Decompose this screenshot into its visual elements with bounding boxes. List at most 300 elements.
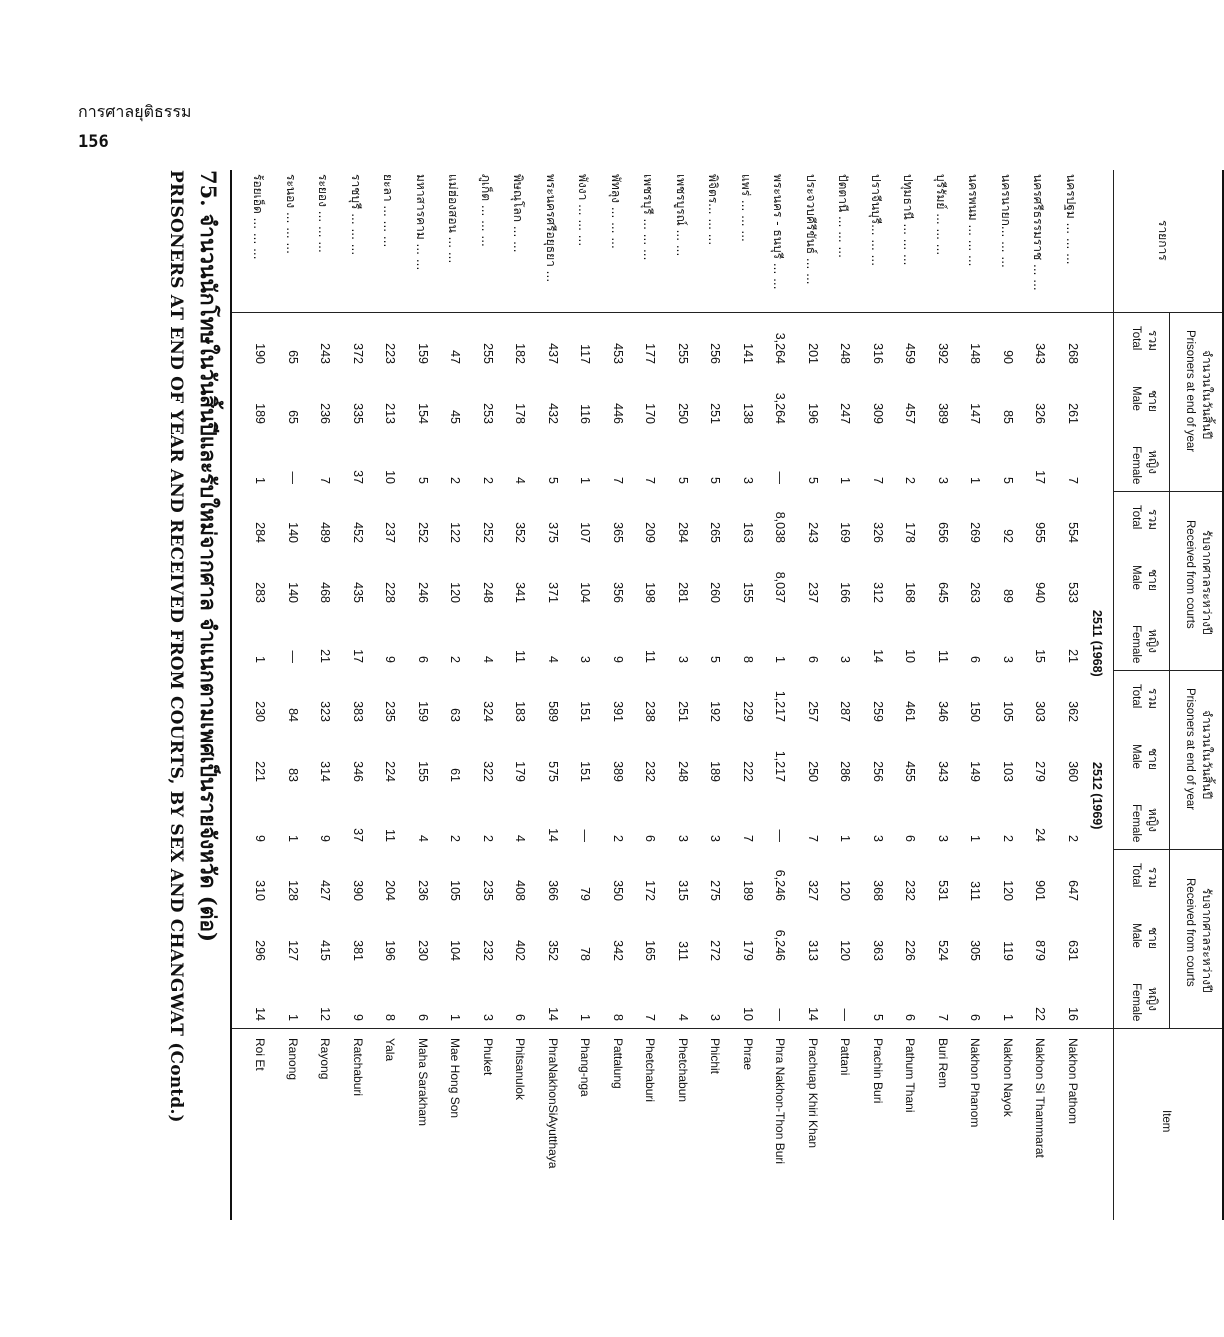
table-cell: 155 xyxy=(416,761,430,782)
row-label-english: PhraNakhonSiAyutthaya xyxy=(546,1038,560,1169)
table-cell: 7 xyxy=(806,835,820,842)
table-cell: 261 xyxy=(1066,403,1080,424)
row-label-english: Mae Hong Son xyxy=(448,1038,463,1119)
table-cell: 170 xyxy=(643,403,658,424)
table-title-thai: 75. จำนวนนักโทษในวันสิ้นปีและรับใหม่จากศาล จำแนกตามเพศเป็นรายจังหวัด (ต่อ) xyxy=(196,170,221,942)
table-cell: 37 xyxy=(351,828,365,842)
table-cell: 324 xyxy=(481,701,495,722)
table-cell: 392 xyxy=(936,343,950,364)
table-cell: 179 xyxy=(741,940,755,961)
table-cell: 165 xyxy=(643,940,658,961)
column-header-female-thai: หญิง xyxy=(1146,629,1160,653)
row-label-english: Phetchabun xyxy=(676,1038,690,1103)
table-cell: 335 xyxy=(351,403,365,424)
table-cell: 346 xyxy=(936,701,950,722)
table-cell: 248 xyxy=(838,343,853,364)
table-cell: 3 xyxy=(936,477,950,484)
table-title-english: PRISONERS AT END OF YEAR AND RECEIVED FROM COURTS, BY SEX AND CHANGWAT (Contd.) xyxy=(166,170,186,1123)
table-row xyxy=(572,170,593,1220)
row-label-thai: เพชรบุรี ... ... ... xyxy=(641,174,656,261)
table-cell: 901 xyxy=(1033,880,1048,901)
table-cell: 189 xyxy=(708,761,723,782)
table-cell: 209 xyxy=(643,522,658,543)
table-cell: 1 xyxy=(773,656,788,663)
table-cell: 230 xyxy=(416,940,430,961)
row-label-thai: ปราจีนบุรี... ... ... xyxy=(869,174,883,267)
table-row xyxy=(247,170,268,1220)
table-cell: 253 xyxy=(481,403,495,424)
table-cell: 148 xyxy=(968,343,983,364)
table-cell: 6 xyxy=(968,1014,983,1021)
table-cell: 103 xyxy=(1001,761,1015,782)
table-cell: 248 xyxy=(676,761,690,782)
table-row xyxy=(962,170,983,1220)
row-label-thai: ระนอง ... ... ... xyxy=(284,174,298,254)
table-cell: 243 xyxy=(806,522,820,543)
row-label-thai: ปทุมธานี ... ... ... xyxy=(901,174,916,266)
table-cell: 250 xyxy=(806,761,820,782)
table-cell: 120 xyxy=(838,880,853,901)
table-cell: 589 xyxy=(546,701,560,722)
group-header-received-thai: รับจากศาลระหว่างปี xyxy=(1200,530,1214,635)
table-cell: 104 xyxy=(578,582,593,603)
table-cell: 221 xyxy=(253,761,268,782)
table-cell: 2 xyxy=(903,477,918,484)
table-cell: 251 xyxy=(708,403,723,424)
table-cell: 10 xyxy=(383,470,398,484)
table-cell: 251 xyxy=(676,701,690,722)
table-cell: 955 xyxy=(1033,522,1048,543)
row-label-thai: ปัตตานี ... ... ... xyxy=(836,174,851,258)
table-cell: 189 xyxy=(253,403,268,424)
table-cell: 223 xyxy=(383,343,398,364)
table-row xyxy=(1027,170,1048,1220)
table-cell: 283 xyxy=(253,582,268,603)
table-cell: 127 xyxy=(286,940,300,961)
table-cell: 2 xyxy=(481,835,495,842)
table-cell: 11 xyxy=(643,650,658,663)
table-cell: 232 xyxy=(643,761,658,782)
table-cell: 252 xyxy=(481,522,495,543)
table-cell: 1 xyxy=(838,477,853,484)
table-cell: 104 xyxy=(448,940,463,961)
table-cell: 322 xyxy=(481,761,495,782)
table-cell: 342 xyxy=(611,940,625,961)
table-cell: — xyxy=(286,650,300,663)
row-label-thai: พิจิตร... ... ... xyxy=(706,174,721,246)
rotated-table-page xyxy=(144,170,1224,1220)
table-cell: 311 xyxy=(968,881,983,901)
table-cell: 252 xyxy=(416,522,430,543)
table-cell: 201 xyxy=(806,343,820,364)
table-cell: 265 xyxy=(708,522,723,543)
table-cell: 6 xyxy=(806,656,820,663)
group-rule xyxy=(1114,491,1222,492)
item-header-english: Item xyxy=(1160,1110,1172,1133)
table-cell: 166 xyxy=(838,582,853,603)
table-cell: 287 xyxy=(838,701,853,722)
table-cell: 1 xyxy=(968,477,983,484)
table-cell: 16 xyxy=(1066,1007,1080,1021)
table-cell: 309 xyxy=(871,403,885,424)
row-label-english: Ranong xyxy=(286,1038,300,1081)
table-cell: 645 xyxy=(936,582,950,603)
table-cell: 391 xyxy=(611,701,625,722)
table-cell: 236 xyxy=(416,880,430,901)
table-cell: 119 xyxy=(1001,941,1015,961)
table-cell: 17 xyxy=(1033,470,1048,484)
table-cell: 169 xyxy=(838,522,853,543)
table-cell: 177 xyxy=(643,343,658,364)
group-header-received-english: Received from courts xyxy=(1184,878,1196,987)
table-cell: 279 xyxy=(1033,761,1048,782)
table-cell: 78 xyxy=(578,947,593,961)
table-cell: 6 xyxy=(903,1014,918,1021)
table-cell: 1 xyxy=(1001,1014,1015,1021)
subheader-rule xyxy=(1169,312,1170,1028)
row-label-english: Pattani xyxy=(838,1038,853,1076)
table-row xyxy=(702,170,723,1220)
row-label-english: Phichit xyxy=(708,1038,723,1075)
table-cell: 284 xyxy=(253,522,268,543)
table-cell: 122 xyxy=(448,522,463,543)
table-cell: 6 xyxy=(643,835,658,842)
table-cell: 255 xyxy=(481,343,495,364)
table-cell: 272 xyxy=(708,940,723,961)
table-cell: 14 xyxy=(253,1007,268,1021)
row-label-thai: พระนครศรีอยุธยา ... xyxy=(544,174,558,283)
group-header-received-english: Received from courts xyxy=(1184,520,1196,629)
row-label-english: Nakhon Nayok xyxy=(1001,1038,1015,1117)
table-cell: 468 xyxy=(318,582,333,603)
table-cell: 371 xyxy=(546,582,560,603)
table-cell: 4 xyxy=(546,656,560,663)
column-header-total-thai: รวม xyxy=(1146,509,1160,531)
page-number: 156 xyxy=(78,132,109,152)
table-cell: 402 xyxy=(513,940,528,961)
row-label-english: Phra Nakhon-Thon Buri xyxy=(773,1038,788,1165)
table-cell: 352 xyxy=(546,940,560,961)
column-header-total-thai: รวม xyxy=(1146,688,1160,710)
table-cell: 343 xyxy=(936,761,950,782)
table-cell: 269 xyxy=(968,522,983,543)
table-cell: 149 xyxy=(968,761,983,782)
table-cell: 83 xyxy=(286,768,300,782)
table-cell: 163 xyxy=(741,522,755,543)
table-cell: 21 xyxy=(318,649,333,663)
table-row xyxy=(442,170,463,1220)
table-cell: 366 xyxy=(546,880,560,901)
table-cell: 6 xyxy=(416,1014,430,1021)
table-cell: 138 xyxy=(741,403,755,424)
table-cell: 257 xyxy=(806,701,820,722)
table-cell: 2 xyxy=(448,656,463,663)
table-cell: 4 xyxy=(676,1014,690,1021)
table-cell: 323 xyxy=(318,701,333,722)
table-cell: 3 xyxy=(1001,656,1015,663)
table-cell: 213 xyxy=(383,403,398,424)
table-cell: 383 xyxy=(351,701,365,722)
table-cell: 37 xyxy=(351,470,365,484)
table-cell: 232 xyxy=(481,940,495,961)
table-cell: 10 xyxy=(903,649,918,663)
table-cell: 8,038 xyxy=(773,511,788,543)
table-cell: 360 xyxy=(1066,761,1080,782)
table-cell: 8 xyxy=(383,1014,398,1021)
table-cell: 120 xyxy=(838,940,853,961)
table-cell: 238 xyxy=(643,701,658,722)
row-label-english: Phrae xyxy=(741,1038,755,1071)
row-label-thai: พัทลุง ... ... ... xyxy=(609,174,623,249)
group-header-prisoners-thai: จำนวนในวันสิ้นปี xyxy=(1200,350,1214,440)
table-cell: 232 xyxy=(903,880,918,901)
row-label-english: Phuket xyxy=(481,1038,495,1076)
table-row xyxy=(734,170,755,1220)
table-cell: 9 xyxy=(318,835,333,842)
table-cell: 284 xyxy=(676,522,690,543)
row-label-thai: นครศรีธรรมราช ... ... xyxy=(1031,174,1046,291)
table-row xyxy=(539,170,560,1220)
table-cell: 12 xyxy=(318,1007,333,1021)
table-cell: 268 xyxy=(1066,343,1080,364)
table-cell: 189 xyxy=(741,880,755,901)
table-cell: 365 xyxy=(611,522,625,543)
table-cell: 15 xyxy=(1033,649,1048,663)
column-header-total-english: Total xyxy=(1130,863,1142,888)
table-cell: 316 xyxy=(871,343,885,364)
row-label-english: Roi Et xyxy=(253,1038,268,1071)
table-cell: 120 xyxy=(448,582,463,603)
table-cell: 8 xyxy=(741,656,755,663)
row-label-english: Maha Sarakham xyxy=(416,1038,430,1127)
table-cell: 228 xyxy=(383,582,398,603)
table-cell: 248 xyxy=(481,582,495,603)
table-cell: 1 xyxy=(253,656,268,663)
table-cell: 150 xyxy=(968,701,983,722)
table-cell: 457 xyxy=(903,403,918,424)
row-label-thai: ราชบุรี ... ... ... xyxy=(349,174,363,256)
table-row xyxy=(929,170,950,1220)
table-cell: 256 xyxy=(871,761,885,782)
table-cell: 3,264 xyxy=(773,392,788,424)
table-cell: 7 xyxy=(611,477,625,484)
table-cell: 22 xyxy=(1033,1007,1048,1021)
table-cell: 250 xyxy=(676,403,690,424)
table-cell: 452 xyxy=(351,522,365,543)
table-cell: 1 xyxy=(578,477,593,484)
table-cell: 65 xyxy=(286,350,300,364)
table-cell: 311 xyxy=(676,941,690,961)
table-cell: 147 xyxy=(968,403,983,424)
table-cell: 415 xyxy=(318,940,333,961)
table-cell: 1 xyxy=(286,835,300,842)
table-cell: 343 xyxy=(1033,343,1048,364)
table-cell: 151 xyxy=(578,701,593,722)
table-cell: 315 xyxy=(676,880,690,901)
table-cell: 141 xyxy=(741,343,755,364)
row-label-thai: ประจวบคีรีขันธ์ ... ... xyxy=(804,174,818,285)
row-label-english: Phang-nga xyxy=(578,1038,593,1097)
table-cell: 6,246 xyxy=(773,929,788,961)
column-header-female-thai: หญิง xyxy=(1146,450,1160,474)
row-label-thai: นครนายก... ... ... xyxy=(999,174,1013,268)
column-header-female-english: Female xyxy=(1130,804,1142,843)
table-cell: 224 xyxy=(383,761,398,782)
table-row xyxy=(799,170,820,1220)
table-cell: 237 xyxy=(383,522,398,543)
column-header-female-thai: หญิง xyxy=(1146,808,1160,832)
table-cell: 178 xyxy=(903,522,918,543)
table-cell: 140 xyxy=(286,582,300,603)
table-cell: 362 xyxy=(1066,701,1080,722)
table-cell: 90 xyxy=(1001,350,1015,364)
table-cell: 389 xyxy=(611,761,625,782)
table-cell: 3 xyxy=(708,835,723,842)
row-label-english: Prachuap Khiri Khan xyxy=(806,1038,820,1149)
table-cell: 14 xyxy=(871,649,885,663)
table-row xyxy=(669,170,690,1220)
table-cell: 305 xyxy=(968,940,983,961)
item-header-thai: รายการ xyxy=(1156,220,1170,261)
table-cell: 63 xyxy=(448,708,463,722)
row-label-thai: นครปฐม ... ... ... xyxy=(1064,174,1078,265)
table-cell: 243 xyxy=(318,343,333,364)
column-header-male-english: Male xyxy=(1130,744,1142,769)
table-cell: 3 xyxy=(676,835,690,842)
table-cell: 9 xyxy=(611,656,625,663)
table-cell: 408 xyxy=(513,880,528,901)
table-cell: 14 xyxy=(546,828,560,842)
table-cell: 11 xyxy=(936,650,950,663)
table-cell: 7 xyxy=(643,1014,658,1021)
table-cell: 1,217 xyxy=(773,750,788,782)
row-label-thai: มหาสารคาม ... ... xyxy=(414,174,428,271)
row-label-thai: บุรีรัมย์ ... ... ... xyxy=(934,174,948,256)
column-header-male-thai: ชาย xyxy=(1146,569,1160,591)
table-cell: 260 xyxy=(708,582,723,603)
table-cell: 9 xyxy=(383,656,398,663)
table-cell: 140 xyxy=(286,522,300,543)
table-cell: 196 xyxy=(383,940,398,961)
table-cell: 9 xyxy=(351,1014,365,1021)
table-cell: 375 xyxy=(546,522,560,543)
table-cell: 489 xyxy=(318,522,333,543)
table-cell: 326 xyxy=(1033,403,1048,424)
table-cell: 8 xyxy=(611,1014,625,1021)
table-row xyxy=(604,170,625,1220)
table-cell: 237 xyxy=(806,582,820,603)
column-header-total-english: Total xyxy=(1130,505,1142,530)
table-cell: 461 xyxy=(903,701,918,722)
table-cell: 286 xyxy=(838,761,853,782)
column-header-total-english: Total xyxy=(1130,684,1142,709)
table-cell: 256 xyxy=(708,343,723,364)
table-cell: 533 xyxy=(1066,582,1080,603)
table-row xyxy=(637,170,658,1220)
column-header-female-english: Female xyxy=(1130,625,1142,664)
table-cell: 61 xyxy=(448,768,463,782)
row-label-english: Rayong xyxy=(318,1038,333,1080)
table-cell: 11 xyxy=(383,829,398,842)
table-cell: 524 xyxy=(936,940,950,961)
period-label-1969: 2512 (1969) xyxy=(1090,762,1104,830)
table-cell: 3 xyxy=(708,1014,723,1021)
column-header-total-english: Total xyxy=(1130,326,1142,351)
table-cell: 229 xyxy=(741,701,755,722)
row-label-thai: พังงา ... ... ... xyxy=(576,174,591,247)
table-row xyxy=(507,170,528,1220)
column-header-male-thai: ชาย xyxy=(1146,748,1160,770)
table-cell: 6 xyxy=(513,1014,528,1021)
table-cell: 247 xyxy=(838,403,853,424)
table-cell: 7 xyxy=(871,477,885,484)
table-cell: 368 xyxy=(871,880,885,901)
table-cell: 1 xyxy=(286,1014,300,1021)
table-row xyxy=(897,170,918,1220)
table-cell: — xyxy=(578,829,593,842)
table-cell: 554 xyxy=(1066,522,1080,543)
table-row xyxy=(767,170,788,1220)
table-cell: 5 xyxy=(871,1014,885,1021)
column-header-male-english: Male xyxy=(1130,565,1142,590)
table-cell: 7 xyxy=(936,1014,950,1021)
table-cell: 5 xyxy=(1001,477,1015,484)
table-row xyxy=(409,170,430,1220)
table-cell: 79 xyxy=(578,887,593,901)
row-label-thai: เพชรบูรณ์ ... ... xyxy=(674,174,688,257)
row-label-english: Nakhon Pathom xyxy=(1066,1038,1080,1125)
table-row xyxy=(994,170,1015,1220)
row-label-english: Prachin Buri xyxy=(871,1038,885,1104)
table-cell: 2 xyxy=(448,835,463,842)
table-cell: 341 xyxy=(513,582,528,603)
table-cell: 2 xyxy=(1001,835,1015,842)
table-cell: 303 xyxy=(1033,701,1048,722)
table-row xyxy=(344,170,365,1220)
table-cell: — xyxy=(286,471,300,484)
table-cell: 105 xyxy=(1001,701,1015,722)
row-label-thai: แม่ฮ่องสอน ... ... xyxy=(446,174,461,264)
row-label-english: Buri Rem xyxy=(936,1038,950,1089)
table-cell: 3,264 xyxy=(773,332,788,364)
column-header-male-thai: ชาย xyxy=(1146,390,1160,412)
table-cell: 204 xyxy=(383,880,398,901)
table-cell: 389 xyxy=(936,403,950,424)
table-cell: 5 xyxy=(546,477,560,484)
row-label-thai: ร้อยเอ็ด ... ... ... xyxy=(251,174,266,260)
table-cell: 390 xyxy=(351,880,365,901)
row-label-english: Nakhon Si Thammarat xyxy=(1033,1038,1048,1158)
table-cell: 7 xyxy=(318,477,333,484)
table-cell: 255 xyxy=(676,343,690,364)
table-cell: 9 xyxy=(253,835,268,842)
column-header-female-english: Female xyxy=(1130,983,1142,1022)
table-cell: 183 xyxy=(513,701,528,722)
table-cell: 85 xyxy=(1001,410,1015,424)
table-cell: 3 xyxy=(741,477,755,484)
table-cell: 21 xyxy=(1066,649,1080,663)
table-cell: 427 xyxy=(318,880,333,901)
table-cell: 120 xyxy=(1001,880,1015,901)
table-cell: 5 xyxy=(708,656,723,663)
table-cell: 198 xyxy=(643,582,658,603)
table-cell: 1,217 xyxy=(773,690,788,722)
table-cell: 2 xyxy=(1066,835,1080,842)
table-cell: 3 xyxy=(481,1014,495,1021)
group-rule xyxy=(1114,670,1222,671)
group-header-prisoners-english: Prisoners at end of year xyxy=(1184,330,1196,453)
group-header-prisoners-thai: จำนวนในวันสิ้นปี xyxy=(1200,710,1214,800)
